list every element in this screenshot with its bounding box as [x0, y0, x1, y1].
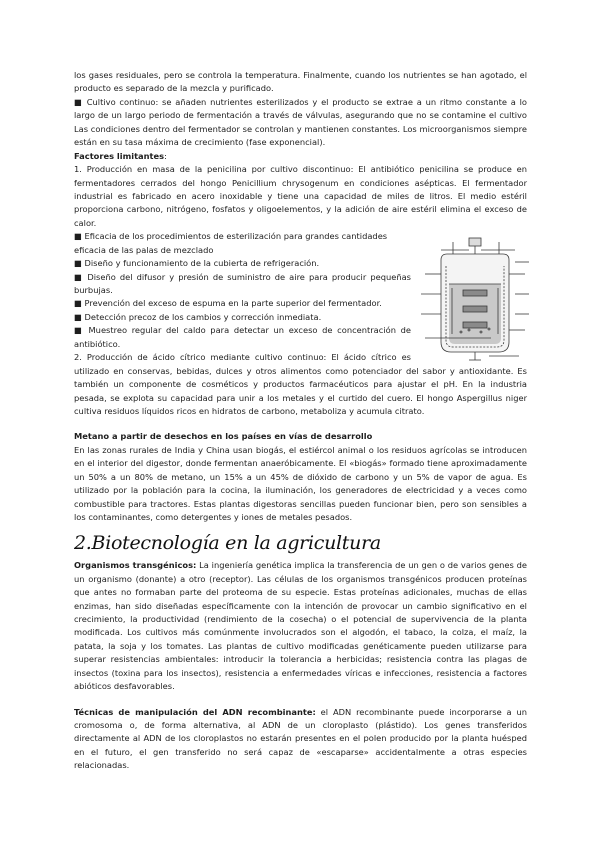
- limiting-factors-colon: :: [164, 150, 167, 161]
- factor-item-3: ■ Diseño y funcionamiento de la cubierta de refrigeración.: [74, 258, 320, 269]
- methane-heading: [74, 430, 527, 443]
- intro-paragraph-1: los gases residuales, pero se controla la temperatura. Finalmente, cuando los nutrientes se han agotado, el producto es separado de la mezcla y purificado.: [74, 70, 527, 94]
- recombinant-dna-label: Técnicas de manipulación del ADN recombinante:: [74, 706, 316, 717]
- transgenic-paragraph: [74, 559, 527, 693]
- recombinant-dna-paragraph: [74, 706, 527, 773]
- limiting-factors-heading: [74, 150, 527, 163]
- page-content: [74, 69, 527, 773]
- transgenic-label: Organismos transgénicos:: [74, 560, 197, 571]
- continuous-culture-paragraph: ■ Cultivo continuo: se añaden nutrientes esterilizados y el producto se extrae a un ritmo constante a lo largo de un largo periodo de fermentación a través de válvulas, asegurando que no se contamine el cultivo Las condiciones dentro del fermentador se controlan y mantienen constantes. Los microorganismos siempre están en su tasa máxima de crecimiento (fase exponencial).: [74, 96, 527, 148]
- factor-item-2: eficacia de las palas de mezclado: [74, 244, 214, 255]
- methane-title: Metano a partir de desechos en los países en vías de desarrollo: [74, 431, 373, 442]
- factors-with-figure: [74, 230, 527, 418]
- transgenic-text: La ingeniería genética implica la transferencia de un gen o de varios genes de un organismo (donante) a otro (receptor). Las células de los organismos transgénicos producen proteínas que antes no formaban parte del proteoma de su especie. Estas proteínas adicionales, muchas de ellas enzimas, han sido diseñadas específicamente con la intención de provocar un cambio significativo en el crecimiento, la productividad (rendimiento de la cosecha) o el potencial de supervivencia de la planta modificada. Los cultivos más comúnmente involucrados son el algodón, el tabaco, la colza, el maíz, la patata, la soja y los tomates. Las plantas de cultivo modificadas genéticamente pueden utilizarse para superar resistencias ambientales: introducir la tolerancia a herbicidas; resistencia contra las plagas de insectos (toxina para los insectos), resistencia a enfermedades víricas e infecciones, resistencia a factores abióticos desfavorables.: [74, 560, 528, 692]
- factor-item-4: ■ Diseño del difusor y presión de suministro de aire para producir pequeñas burbujas.: [74, 271, 411, 295]
- penicillin-paragraph: 1. Producción en masa de la penicilina por cultivo discontinuo: El antibiótico penicilina se produce en fermentadores cerrados del hongo Penicillium chrysogenum en condiciones asépticas. El fermentador industrial es fabricado en acero inoxidable y tiene una capacidad de miles de litros. El medio estéril proporciona carbono, nitrógeno, fosfatos y oligoelementos, y la adición de aire estéril elimina el exceso de calor.: [74, 164, 527, 228]
- factor-item-5: ■ Prevención del exceso de espuma en la parte superior del fermentador.: [74, 298, 382, 309]
- methane-paragraph: En las zonas rurales de India y China usan biogás, el estiércol animal o los residuos agrícolas se introducen en el interior del digestor, donde fermentan anaeróbicamente. El «biogás» formado tiene aproximadamente un 50% a un 80% de metano, un 15% a un 45% de dióxido de carbono y un 5% de vapor de agua. Es utilizado por la población para la cocina, la iluminación, los generadores de electricidad y a veces como combustible para tractores. Estas plantas digestoras sencillas pueden funcionar bien, pero son sensibles a los contaminantes, como detergentes y iones de metales pesados.: [74, 444, 527, 522]
- factor-item-7: ■ Muestreo regular del caldo para detectar un exceso de concentración de antibiótico.: [74, 325, 411, 349]
- factor-item-6: ■ Detección precoz de los cambios y corrección inmediata.: [74, 311, 322, 322]
- fermenter-diagram: [419, 234, 531, 362]
- spacer-2: [74, 694, 527, 706]
- limiting-factors-title: Factores limitantes: [74, 150, 165, 161]
- section-heading-agriculture: 2.Biotecnología en la agricultura: [74, 532, 381, 555]
- factor-item-1: ■ Eficacia de los procedimientos de esterilización para grandes cantidades: [74, 231, 388, 242]
- citric-acid-paragraph: 2. Producción de ácido cítrico mediante cultivo continuo: El ácido cítrico es utilizado en conservas, bebidas, dulces y otros alimentos como potenciador del sabor y antioxidante. Es también un componente de cosméticos y productos farmacéuticos para ajustar el pH. En la industria pesada, se explota su capacidad para unir a los metales y el curtido del cuero. El hongo Aspergillus niger cultiva residuos líquidos ricos en hidratos de carbono, metaboliza y acumula citrato.: [74, 352, 527, 416]
- spacer: [74, 418, 527, 430]
- recombinant-dna-text: el ADN recombinante puede incorporarse a un cromosoma o, de forma alternativa, al ADN de un cloroplasto (plástido). Los genes transferidos directamente al ADN de los cloroplastos no estarán presentes en el polen producido por la planta huésped en el futuro, el gen transferido no será capaz de «escaparse» accidentalmente a otras especies relacionadas.: [74, 706, 527, 771]
